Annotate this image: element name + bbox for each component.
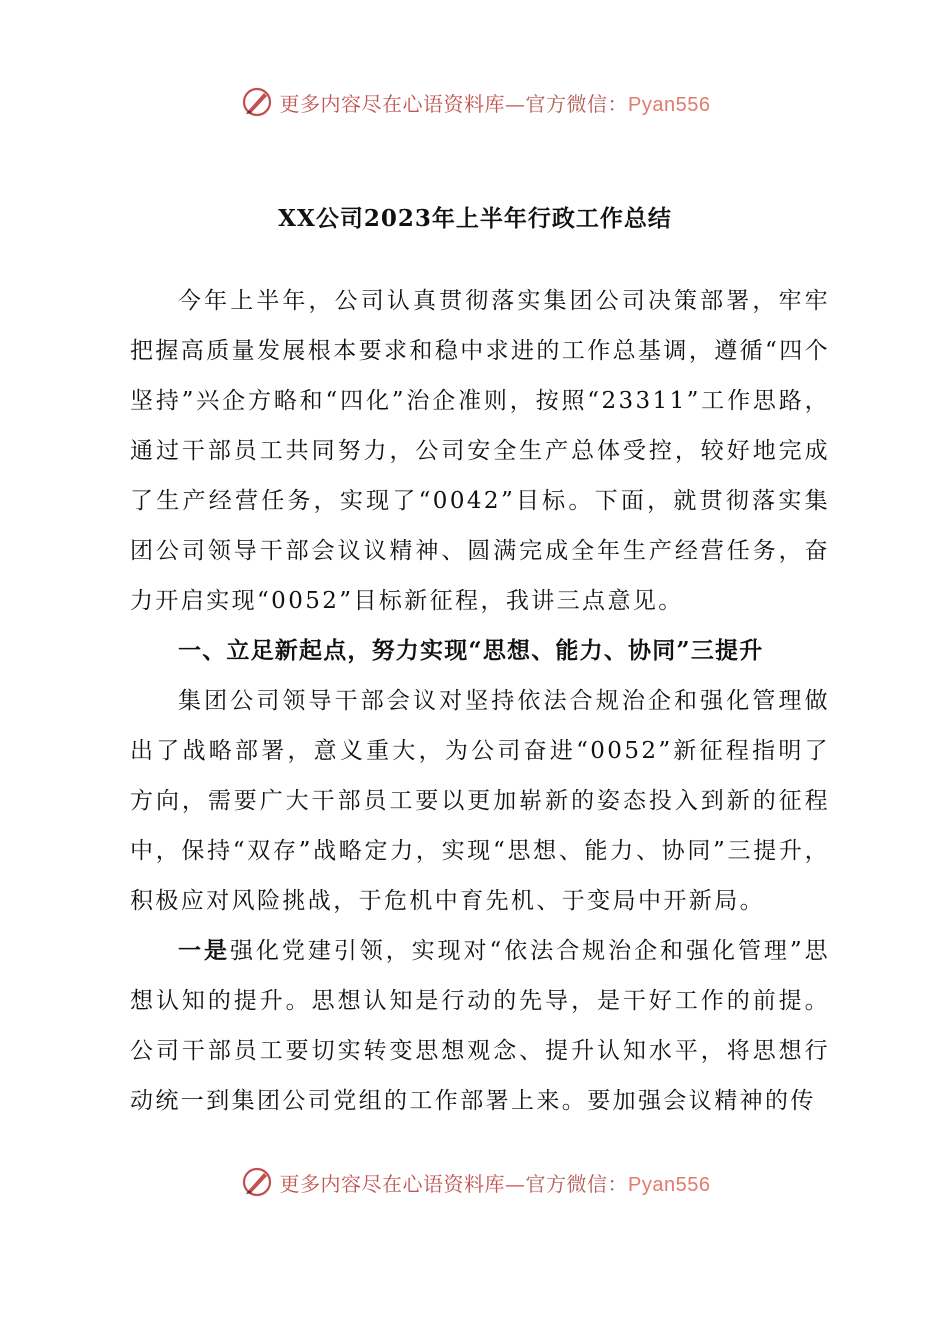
pen-logo-icon xyxy=(240,1165,274,1199)
watermark-text xyxy=(280,88,711,117)
watermark-wechat-label: 官方微信： xyxy=(525,1171,629,1196)
paragraph-intro: 今年上半年，公司认真贯彻落实集团公司决策部署，牢牢把握高质量发展根本要求和稳中求进的工作总基调，遵循“四个坚持”兴企方略和“四化”治企准则，按照“23311”工作思路，通过干部员工共同努力，公司安全生产总体受控，较好地完成了生产经营任务，实现了“0042”目标。下面，就贯彻落实集团公司领导干部会议议精神、圆满完成全年生产经营任务，奋力开启实现“0052”目标新征程，我讲三点意见。 xyxy=(130,288,830,614)
watermark-dash: — xyxy=(505,91,526,116)
footer-watermark-banner xyxy=(0,1160,950,1204)
watermark-dash: — xyxy=(505,1171,526,1196)
document-title: XX公司2023年上半年行政工作总结 xyxy=(278,205,672,232)
paragraph-section-1: 集团公司领导干部会议对坚持依法合规治企和强化管理做出了战略部署，意义重大，为公司奋进“0052”新征程指明了方向，需要广大干部员工要以更加崭新的姿态投入到新的征程中，保持“双存”战略定力，实现“思想、能力、协同”三提升，积极应对风险挑战，于危机中育先机、于变局中开新局。 xyxy=(130,688,830,914)
document-body xyxy=(130,276,830,1126)
watermark-wechat-label: 官方微信： xyxy=(525,91,629,116)
section-heading-1: 一、立足新起点，努力实现“思想、能力、协同”三提升 xyxy=(178,637,764,664)
watermark-wechat-id: Pyan556 xyxy=(628,1173,711,1196)
paragraph-point-1 xyxy=(130,926,830,1126)
watermark-site-name: 更多内容尽在心语资料库 xyxy=(279,91,506,116)
point-lead-text: 一是 xyxy=(178,937,230,964)
watermark-text xyxy=(280,1168,711,1197)
watermark-wechat-id: Pyan556 xyxy=(628,93,711,116)
watermark-site-name: 更多内容尽在心语资料库 xyxy=(279,1171,506,1196)
point-body-text: 强化党建引领，实现对“依法合规治企和强化管理”思想认知的提升。思想认知是行动的先导，是干好工作的前提。公司干部员工要切实转变思想观念、提升认知水平，将思想行动统一到集团公司党组的工作部署上来。要加强会议精神的传 xyxy=(130,938,830,1114)
header-watermark-banner xyxy=(0,80,950,124)
pen-logo-icon xyxy=(240,85,274,119)
